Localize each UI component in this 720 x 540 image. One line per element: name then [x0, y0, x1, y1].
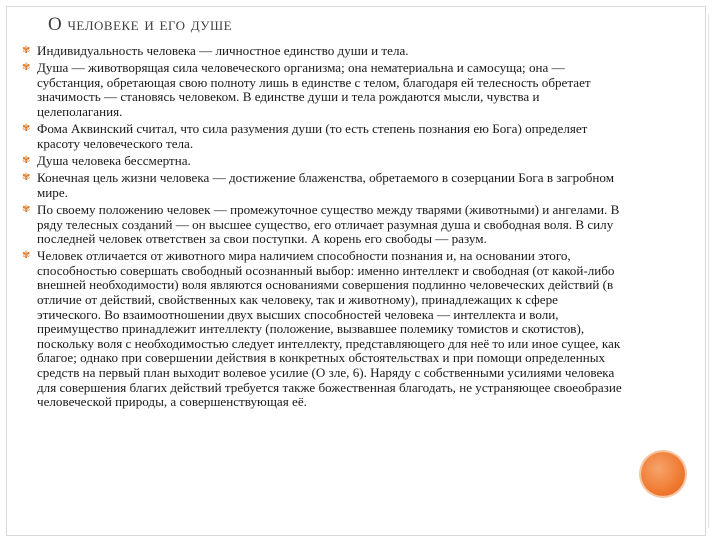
bullet-item — [22, 44, 622, 59]
bullet-text: Душа человека бессмертна. — [37, 152, 191, 168]
bullet-text: Человек отличается от животного мира наличием способности познания и, на основании этого, способностью совершать свободный осознанный выбор: именно интеллект и свободная (от какой-либо внешней необходимости) воля являются основаниями совершения подлинно человеческих действий (в отличие от действий, свойственных как человеку, так и животному), принадлежащих к сфере этического. Во взаимоотношении двух высших способностей человека — интеллекта и воли, преимущество принадлежит интеллекту (положение, вызвавшее полемику томистов и скотистов), поскольку воля с необходимостью следует интеллекту, представляющего для неё то или иное сущее, как благое; однако при совершении действия в конкретных обстоятельствах и при помощи определенных средств на первый план выходит волевое усилие (О зле, 6). Наряду с собственными усилиями человека для совершения благих действий требуется также божественная благодать, не устраняющее своеобразие человеческой природы, а совершенствующая её. — [37, 248, 622, 410]
bullet-item — [22, 154, 622, 169]
bullet-item — [22, 203, 622, 247]
bullet-item — [22, 171, 622, 200]
slide-frame-edge — [702, 14, 709, 528]
bullet-item — [22, 249, 622, 410]
leaf-bullet-icon: ✾ — [22, 154, 31, 166]
slide-title: О человеке и его душе — [48, 14, 233, 35]
bullet-text: Фома Аквинский считал, что сила разумения души (то есть степень познания ею Бога) определяет красоту человеческого тела. — [37, 121, 588, 151]
leaf-bullet-icon: ✾ — [22, 250, 31, 262]
decorative-orange-circle — [641, 452, 685, 496]
leaf-bullet-icon: ✾ — [22, 123, 31, 135]
bullet-text: Конечная цель жизни человека — достижение блаженства, обретаемого в созерцании Бога в загробном мире. — [37, 170, 614, 200]
leaf-bullet-icon: ✾ — [22, 172, 31, 184]
leaf-bullet-icon: ✾ — [22, 45, 31, 56]
bullet-item — [22, 122, 622, 151]
leaf-bullet-icon: ✾ — [22, 62, 31, 74]
bullet-text: Индивидуальность человека — личностное единство души и тела. — [37, 43, 409, 58]
bullet-text: По своему положению человек — промежуточное существо между тварями (животными) и ангелами. В ряду телесных созданий — он высшее существо, его отличает разумная душа и свободная воля. В силу последней человек ответствен за свои поступки. А корень его свободы — разум. — [37, 201, 620, 247]
bullet-item — [22, 61, 622, 119]
leaf-bullet-icon: ✾ — [22, 203, 31, 215]
bullet-text: Душа — животворящая сила человеческого организма; она нематериальна и самосуща; она — субстанция, обретающая свою полноту лишь в единстве с телом, благодаря ей телесность обретает значимость — становясь человеком. В единстве души и тела рождаются мысли, чувства и целеполагания. — [37, 60, 591, 119]
bullet-list — [22, 44, 622, 412]
